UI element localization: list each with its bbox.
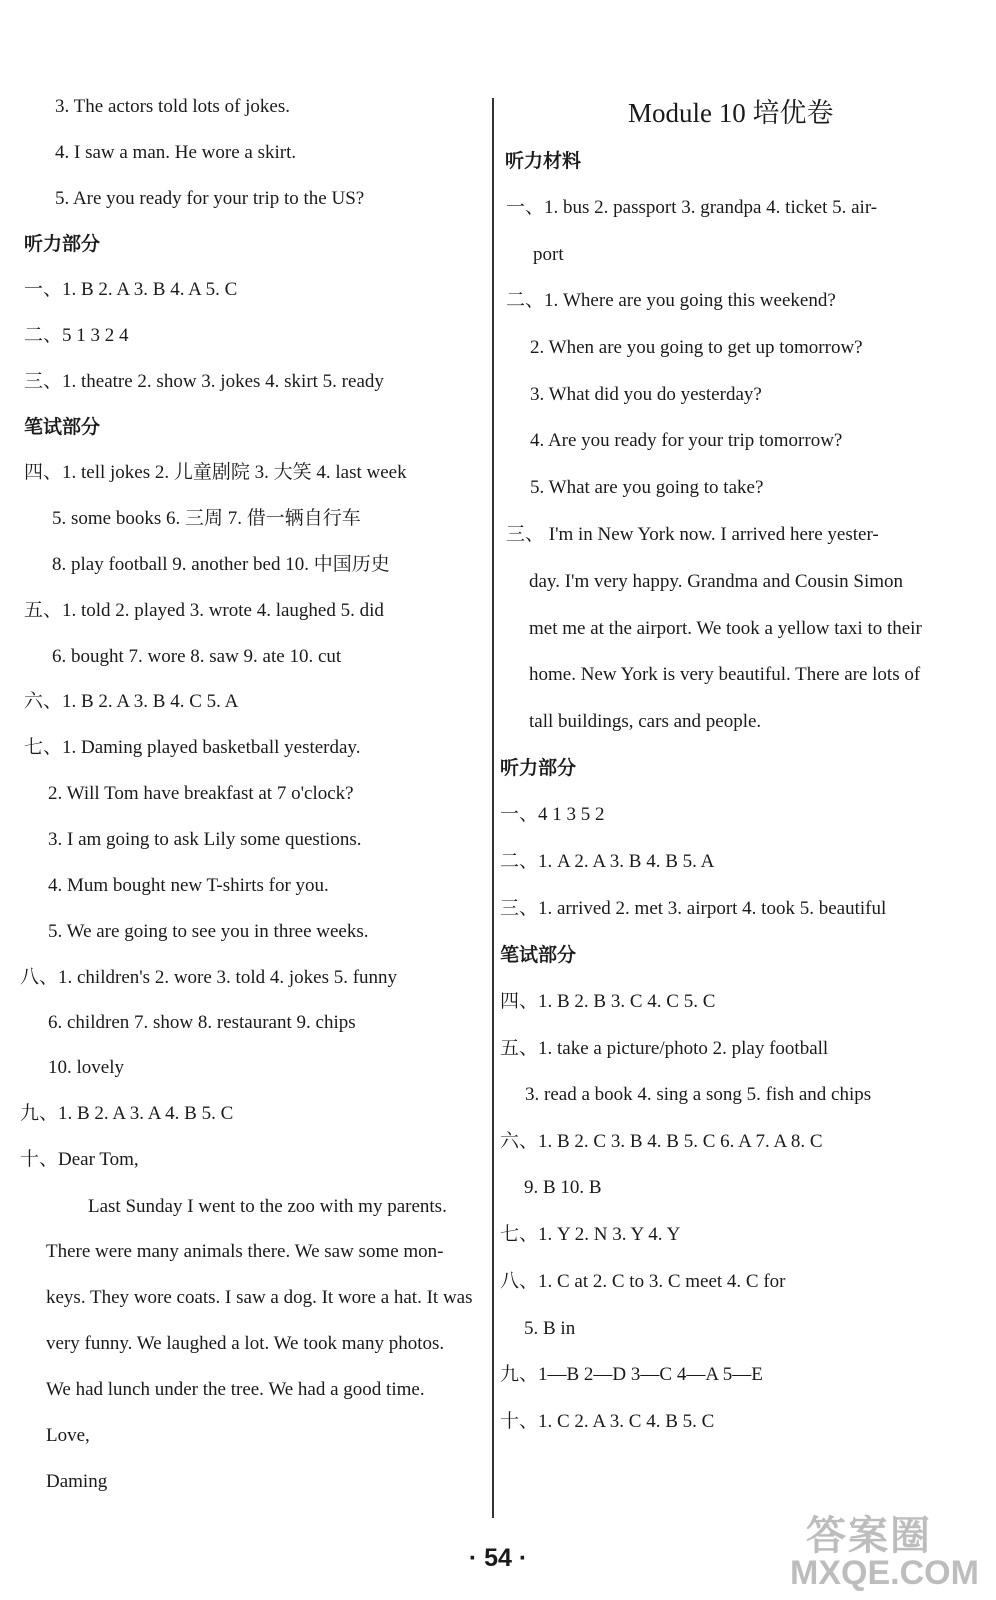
answer-line: port xyxy=(533,244,564,265)
letter-line: very funny. We laughed a lot. We took many photos. xyxy=(46,1333,445,1354)
answer-line: 10. lovely xyxy=(48,1057,124,1078)
answer-line: 十、1. C 2. A 3. C 4. B 5. C xyxy=(500,1411,715,1432)
answer-line: 八、1. C at 2. C to 3. C meet 4. C for xyxy=(500,1271,786,1292)
answer-line: 9. B 10. B xyxy=(524,1177,602,1198)
answer-line: 4. Mum bought new T-shirts for you. xyxy=(48,875,329,896)
column-divider xyxy=(492,98,494,1518)
answer-line: 5. B in xyxy=(524,1318,576,1339)
section-heading-listening: 听力部分 xyxy=(24,233,101,255)
answer-line: 4. Are you ready for your trip tomorrow? xyxy=(530,430,843,451)
answer-line: 6. children 7. show 8. restaurant 9. chips xyxy=(48,1012,356,1033)
answer-line: 3. The actors told lots of jokes. xyxy=(55,96,291,117)
passage-line: day. I'm very happy. Grandma and Cousin Simon xyxy=(529,571,904,592)
answer-line: 3. read a book 4. sing a song 5. fish and chips xyxy=(525,1084,872,1105)
answer-line: 五、1. take a picture/photo 2. play football xyxy=(500,1038,829,1059)
answer-line: 一、4 1 3 5 2 xyxy=(500,804,605,825)
answer-line: 6. bought 7. wore 8. saw 9. ate 10. cut xyxy=(52,646,342,667)
answer-line: 九、1. B 2. A 3. A 4. B 5. C xyxy=(20,1103,234,1124)
watermark-url: MXQE.COM xyxy=(790,1554,979,1592)
answer-line: 2. Will Tom have breakfast at 7 o'clock? xyxy=(48,783,354,804)
answer-line: 一、1. bus 2. passport 3. grandpa 4. ticket 5. air- xyxy=(506,197,878,218)
answer-line: 十、Dear Tom, xyxy=(20,1149,139,1170)
answer-line: 4. I saw a man. He wore a skirt. xyxy=(55,142,297,163)
answer-line: 四、1. B 2. B 3. C 4. C 5. C xyxy=(500,991,716,1012)
letter-line: Love, xyxy=(46,1425,90,1446)
answer-line: 3. What did you do yesterday? xyxy=(530,384,762,405)
passage-line: 三、 I'm in New York now. I arrived here yester- xyxy=(506,524,879,545)
answer-line: 四、1. tell jokes 2. 儿童剧院 3. 大笑 4. last week xyxy=(24,462,407,483)
letter-line: There were many animals there. We saw some mon- xyxy=(46,1241,444,1262)
answer-line: 三、1. arrived 2. met 3. airport 4. took 5. beautiful xyxy=(500,898,887,919)
passage-line: met me at the airport. We took a yellow taxi to their xyxy=(529,618,922,639)
letter-line: Last Sunday I went to the zoo with my parents. xyxy=(88,1196,447,1217)
answer-line: 八、1. children's 2. wore 3. told 4. jokes 5. funny xyxy=(20,967,398,988)
watermark-logo xyxy=(788,1504,993,1596)
answer-line: 二、1. Where are you going this weekend? xyxy=(506,290,836,311)
section-heading-writing: 笔试部分 xyxy=(24,416,101,438)
letter-line: We had lunch under the tree. We had a good time. xyxy=(46,1379,425,1400)
answer-line: 5. some books 6. 三周 7. 借一辆自行车 xyxy=(52,508,361,529)
watermark-text: 答案圈 xyxy=(806,1513,932,1559)
answer-line: 三、1. theatre 2. show 3. jokes 4. skirt 5. ready xyxy=(24,371,384,392)
passage-line: tall buildings, cars and people. xyxy=(529,711,762,732)
letter-line: keys. They wore coats. I saw a dog. It wore a hat. It was xyxy=(46,1287,473,1308)
answer-line: 2. When are you going to get up tomorrow? xyxy=(530,337,863,358)
answer-line: 一、1. B 2. A 3. B 4. A 5. C xyxy=(24,279,238,300)
page-number: · 54 · xyxy=(468,1544,528,1572)
answer-line: 五、1. told 2. played 3. wrote 4. laughed 5. did xyxy=(24,600,384,621)
answer-line: 六、1. B 2. A 3. B 4. C 5. A xyxy=(24,691,239,712)
answer-line: 七、1. Daming played basketball yesterday. xyxy=(24,737,361,758)
answer-line: 5. We are going to see you in three weeks. xyxy=(48,921,369,942)
answer-line: 8. play football 9. another bed 10. 中国历史 xyxy=(52,554,390,575)
answer-line: 3. I am going to ask Lily some questions. xyxy=(48,829,362,850)
answer-line: 七、1. Y 2. N 3. Y 4. Y xyxy=(500,1224,681,1245)
answer-line: 二、1. A 2. A 3. B 4. B 5. A xyxy=(500,851,715,872)
section-heading-material: 听力材料 xyxy=(505,150,582,172)
answer-line: 5. What are you going to take? xyxy=(530,477,764,498)
answer-line: 九、1—B 2—D 3—C 4—A 5—E xyxy=(500,1364,763,1385)
page-title: Module 10 培优卷 xyxy=(628,98,834,128)
answer-line: 二、5 1 3 2 4 xyxy=(24,325,129,346)
letter-line: Daming xyxy=(46,1471,108,1492)
answer-line: 六、1. B 2. C 3. B 4. B 5. C 6. A 7. A 8. C xyxy=(500,1131,823,1152)
passage-line: home. New York is very beautiful. There are lots of xyxy=(529,664,921,685)
section-heading-listening: 听力部分 xyxy=(500,757,577,779)
section-heading-writing: 笔试部分 xyxy=(500,944,577,966)
answer-line: 5. Are you ready for your trip to the US? xyxy=(55,188,365,209)
